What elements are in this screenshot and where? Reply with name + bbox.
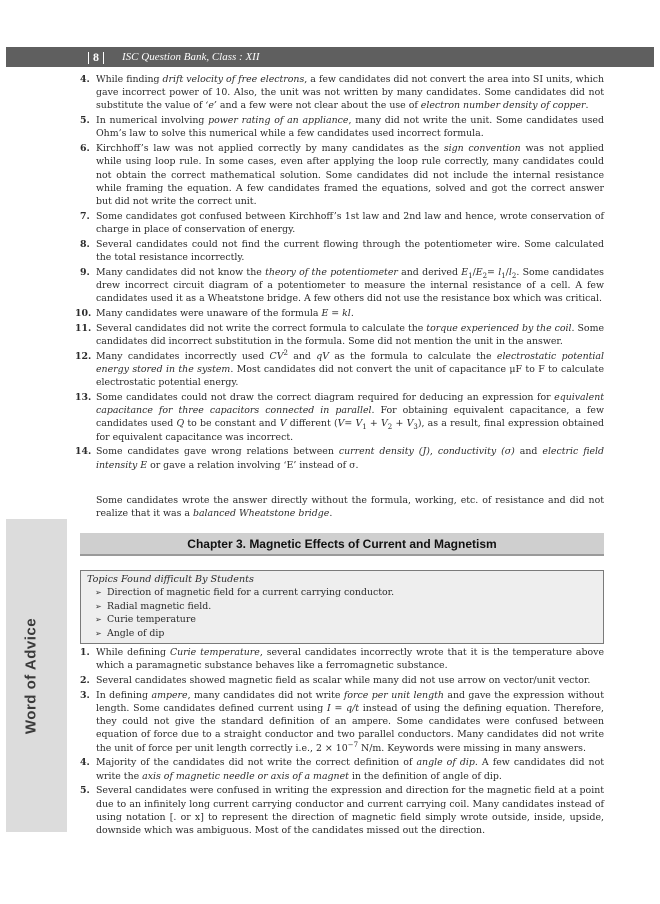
arrow-bullet-icon: ➢ [95,615,102,624]
topic-item: ➢ Radial magnetic field. [95,600,212,612]
item-text: In defining ampere, many candidates did not write force per unit length and gave the expression without length. Some candidates defined current using I = q/t instead of using the defining equation. Therefore, they could not give the standard definition of an ampere. Some candidates were confused between equation of force due to a straight conductor and two parallel conductors. Many candidates did not write the unit of force per unit length correctly i.e., $2 \times 10^{-7}$ N/m. Keywords were missing in many answers. [96,689,604,754]
item-number: 4. [80,74,90,85]
item-text: While finding drift velocity of free electrons, a few candidates did not convert the area into SI units, which gave incorrect power of 10. Also, the unit was not written by many candidates. Some candidates did not substitute the value of ‘e’ and a few were not clear about the use of electron number density of copper. [96,74,605,112]
list-item [75,391,604,444]
item-number: 11. [75,322,92,334]
topics-title: Topics Found difficult By Students [87,574,254,585]
list-item [75,322,605,348]
list-item [80,73,604,113]
item-text: In numerical involving power rating of an appliance, many did not write the unit. Some candidates used Ohm’s law to solve this numerical while a few candidates used incorrect formula. [96,115,604,140]
item-number: 2. [80,675,90,686]
item-number: 14. [75,446,92,458]
sidebar-label: Word of Advice [22,617,40,735]
item-number: 4. [80,757,90,769]
topic-item: ➢ Angle of dip [95,627,165,639]
item-text: Some candidates got confused between Kirchhoff’s 1st law and 2nd law and hence, wrote conservation of charge in place of conservation of energy. [96,210,604,236]
topic-item: ➢ Curie temperature [95,614,196,625]
list-item [80,689,604,755]
topics-list [87,586,597,640]
item-number: 1. [80,647,90,658]
list-item [80,114,604,140]
topics-box [80,570,604,644]
arrow-bullet-icon: ➢ [95,588,102,597]
list-item [80,784,604,837]
item-text: Many candidates incorrectly used $CV^2$ and qV as the formula to calculate the electrostatic potential energy stored in the system. Most candidates did not convert the unit of capacitance μF to F to calculate electrostatic potential energy. [96,348,604,389]
advice-list-electricity [75,73,605,473]
list-item [80,142,604,208]
item-number: 10. [75,308,92,320]
list-item [75,307,604,320]
header-bar [6,47,654,67]
item-number: 6. [80,143,90,155]
item-number: 9. [80,266,90,278]
item-text: Several candidates could not find the current flowing through the potentiometer wire. Some calculated the total resistance incorrectly. [96,238,604,264]
item-text: Some candidates gave wrong relations between current density (J), conductivity (σ) and electric field intensity E or gave a relation involving ‘E’ instead of σ. [96,446,604,471]
item-number: 13. [75,392,92,404]
item-number: 8. [80,238,90,250]
arrow-bullet-icon: ➢ [95,601,102,611]
arrow-bullet-icon: ➢ [95,628,102,638]
list-item [80,266,604,306]
item-number: 5. [80,115,90,127]
item-text: Many candidates did not know the theory of the potentiometer and derived $E_1/E_2= l_1/l_2$. Some candidates drew incorrect circuit diagram of a potentiometer to measure the internal resistance of a cell. A few candidates used it as a Wheatstone bridge. A few others did not use the resistance box which was critical. [96,266,604,305]
item-text: Majority of the candidates did not write the correct definition of angle of dip. A few candidates did not write the axis of magnetic needle or axis of a magnet in the definition of angle of dip. [96,757,605,782]
item-number: 5. [80,785,90,797]
item-text: Several candidates showed magnetic field as scalar while many did not use arrow on vector/unit vector. [96,675,591,686]
item-text: Kirchhoff’s law was not applied correctly by many candidates as the sign convention was not applied while using loop rule. In some cases, even after applying the loop rule correctly, many candidates could not obtain the correct mathematical solution. Some candidates did not include the internal resistance while framing the equation. A few candidates framed the equations, solved and got the correct answer but did not write the correct unit. [96,143,605,208]
topic-item: ➢ Direction of magnetic field for a current carrying conductor. [95,587,395,598]
section-note: Some candidates wrote the answer directly without the formula, working, etc. of resistance and did not realize that it was a balanced Wheatstone bridge. [96,495,604,520]
list-item [80,210,604,236]
page-number: 8 [84,47,108,67]
list-item [80,238,604,264]
item-number: 3. [80,689,90,701]
list-item [75,445,604,471]
list-item [75,348,604,390]
chapter-heading: Chapter 3. Magnetic Effects of Current and Magnetism [80,533,604,556]
list-item [80,646,604,672]
item-text: Some candidates could not draw the correct diagram required for deducing an expression for equivalent capacitance for three capacitors connected in parallel. For obtaining equivalent capacitance, a few candidates used Q to be constant and V different $(V= V_1 + V_2 + V_3)$, as a result, final expression obtained for equivalent capacitance was incorrect. [96,392,604,443]
item-text: While defining Curie temperature, several candidates incorrectly wrote that it is the temperature above which a paramagnetic substance behaves like a ferromagnetic substance. [96,647,605,672]
item-text: Several candidates were confused in writing the expression and direction for the magnetic field at a point due to an infinitely long current carrying conductor and current carrying coil. Many candidates instead of using notation [. or x] to represent the direction of magnetic field simply wrote outside, inside, upside, downside which was ambiguous. Most of the candidates missed out the direction. [96,785,604,837]
item-text: Several candidates did not write the correct formula to calculate the torque experienced by the coil. Some candidates did incorrect substitution in the formula. Some did not mention the unit in the answer. [96,322,605,348]
advice-list-magnetism [80,646,604,839]
item-number: 12. [75,350,92,362]
item-text: Many candidates were unaware of the formula E = kl. [96,308,354,320]
list-item [80,674,604,687]
book-title: ISC Question Bank, Class : XII [122,51,260,63]
item-number: 7. [80,210,90,222]
list-item [80,756,604,782]
